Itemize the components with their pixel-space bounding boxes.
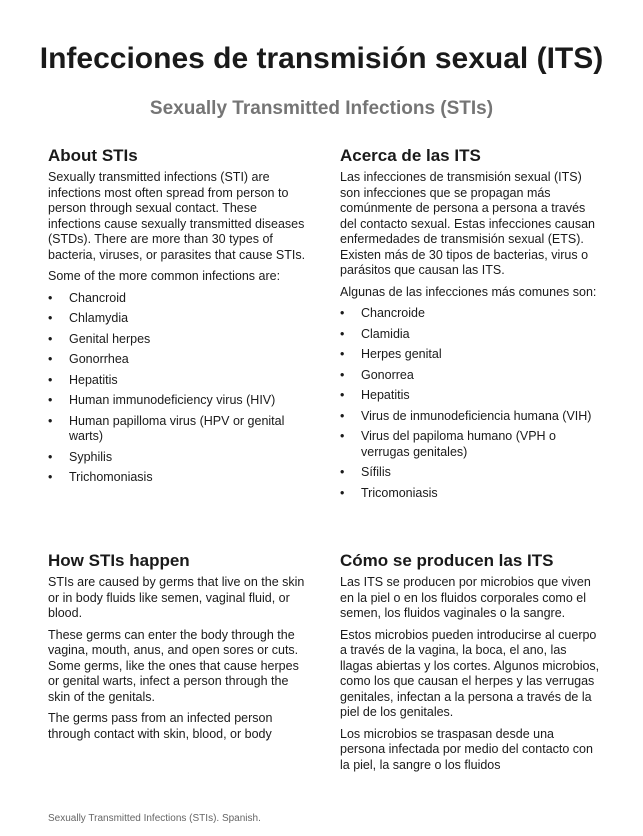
list-item: • Chancroide — [340, 306, 425, 320]
paragraph: Algunas de las infecciones más comunes son: — [340, 284, 597, 299]
infection-list — [48, 291, 308, 486]
list-item: • Human papilloma virus (HPV or genital warts) — [48, 413, 285, 443]
bullet-icon: • — [340, 306, 345, 320]
paragraph: Estos microbios pueden introducirse al cuerpo a través de la vagina, la boca, el ano, las llagas abiertas y los cortes. Algunos microbios, como los que causan el herpes y las verrugas genitales, infectan a la persona a través de la piel de los genitales. — [340, 627, 600, 719]
bullet-icon: • — [340, 408, 345, 423]
section-heading: About STIs — [48, 146, 138, 165]
list-item: • Sífilis — [340, 465, 391, 479]
bullet-icon: • — [48, 290, 53, 305]
section-heading: How STIs happen — [48, 551, 190, 570]
list-item: • Chancroid — [48, 290, 126, 305]
list-item: • Genital herpes — [48, 331, 151, 346]
list-item: • Trichomoniasis — [48, 470, 153, 484]
bullet-icon: • — [48, 393, 53, 407]
paragraph: Las infecciones de transmisión sexual (ITS) son infecciones que se propagan más comúnmente de persona a persona a través del contacto sexual. Estas infecciones causan enfermedades de transmisión sexual (ETS). Existen más de 30 tipos de bacterias, virus o parásitos que causan las ITS. — [340, 170, 596, 277]
list-item: • Gonorrhea — [48, 352, 129, 366]
list-item: • Chlamydia — [48, 311, 129, 325]
paragraph: Las ITS se producen por microbios que viven en la piel o en los fluidos corporales como el semen, los fluidos vaginales o la sangre. — [340, 575, 591, 620]
paragraph: The germs pass from an infected person through contact with skin, blood, or body — [48, 711, 273, 741]
list-item: • Human immunodeficiency virus (HIV) — [48, 393, 276, 407]
bullet-icon: • — [48, 331, 53, 346]
list-item: • Syphilis — [48, 449, 113, 464]
paragraph: These germs can enter the body through the vagina, mouth, anus, and open sores or cuts. Some germs, like the ones that cause herpes or genital warts, infect a person through the skin of the genitals. — [48, 627, 299, 704]
bullet-icon: • — [340, 326, 345, 341]
spanish-about-section — [340, 146, 600, 506]
paragraph: Sexually transmitted infections (STI) are infections most often spread from person to person through sexual contact. These infections cause sexually transmitted diseases (STDs). There are more than 30 types of bacteria, viruses, or parasites that cause STIs. — [48, 170, 306, 262]
bullet-icon: • — [340, 429, 345, 443]
english-how-section — [48, 551, 308, 748]
list-item: • Hepatitis — [48, 372, 118, 387]
page-subtitle: Sexually Transmitted Infections (STIs) — [149, 98, 494, 119]
page-title: Infecciones de transmisión sexual (ITS) — [39, 42, 604, 75]
list-item: • Virus del papiloma humano (VPH o verrugas genitales) — [340, 429, 557, 459]
list-item: • Tricomoniasis — [340, 485, 438, 500]
bullet-icon: • — [48, 311, 53, 325]
list-item: • Virus de inmunodeficiencia humana (VIH) — [340, 408, 592, 423]
bullet-icon: • — [48, 352, 53, 366]
english-about-section — [48, 146, 308, 491]
spanish-how-section — [340, 551, 600, 779]
list-item: • Herpes genital — [340, 347, 442, 361]
bullet-icon: • — [340, 485, 345, 500]
list-item: • Gonorrea — [340, 367, 414, 382]
paragraph: STIs are caused by germs that live on the skin or in body fluids like semen, vaginal fluid, or blood. — [48, 575, 305, 620]
bullet-icon: • — [48, 470, 53, 484]
bullet-icon: • — [48, 413, 53, 428]
bullet-icon: • — [340, 347, 345, 361]
bullet-icon: • — [340, 388, 345, 402]
bullet-icon: • — [340, 465, 345, 479]
paragraph: Los microbios se traspasan desde una persona infectada por medio del contacto con la piel, la sangre o los fluidos — [340, 726, 593, 772]
bullet-icon: • — [48, 449, 53, 464]
paragraph: Some of the more common infections are: — [48, 269, 281, 283]
bullet-icon: • — [48, 372, 53, 387]
section-heading: Acerca de las ITS — [340, 146, 481, 165]
infection-list — [340, 306, 600, 501]
section-heading: Cómo se producen las ITS — [340, 551, 554, 570]
list-item: • Hepatitis — [340, 388, 410, 402]
list-item: • Clamidia — [340, 326, 410, 341]
footer: Sexually Transmitted Infections (STIs). Spanish. — [48, 813, 261, 824]
bullet-icon: • — [340, 367, 345, 382]
